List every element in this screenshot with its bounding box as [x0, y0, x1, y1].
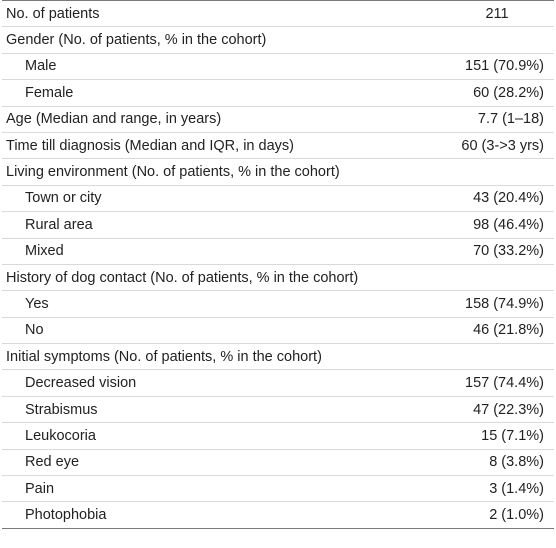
row-label: No [2, 317, 440, 343]
row-label: Living environment (No. of patients, % in the cohort) [2, 159, 440, 185]
row-label: Town or city [2, 185, 440, 211]
table-row [2, 264, 554, 290]
table-row [2, 344, 554, 370]
table-row [2, 80, 554, 106]
row-label: Strabismus [2, 396, 440, 422]
row-value: 47 (22.3%) [440, 396, 554, 422]
table-row [2, 291, 554, 317]
row-value: 157 (74.4%) [440, 370, 554, 396]
table-row [2, 476, 554, 502]
row-value: 60 (28.2%) [440, 80, 554, 106]
row-label: Red eye [2, 449, 440, 475]
row-label: No. of patients [2, 1, 440, 27]
row-label: Mixed [2, 238, 440, 264]
row-value [440, 264, 554, 290]
table-row [2, 449, 554, 475]
table-row [2, 27, 554, 53]
row-value: 2 (1.0%) [440, 502, 554, 528]
table-row [2, 396, 554, 422]
row-value: 3 (1.4%) [440, 476, 554, 502]
row-value: 8 (3.8%) [440, 449, 554, 475]
table-row [2, 53, 554, 79]
table-row [2, 212, 554, 238]
table-body [2, 1, 554, 529]
table-row [2, 132, 554, 158]
row-value: 158 (74.9%) [440, 291, 554, 317]
row-value [440, 159, 554, 185]
table-row [2, 159, 554, 185]
table-row [2, 370, 554, 396]
row-value: 60 (3->3 yrs) [440, 132, 554, 158]
row-label: Photophobia [2, 502, 440, 528]
row-label: Pain [2, 476, 440, 502]
row-label: Yes [2, 291, 440, 317]
row-label: Gender (No. of patients, % in the cohort) [2, 27, 440, 53]
table-row [2, 106, 554, 132]
row-value [440, 344, 554, 370]
table-row [2, 185, 554, 211]
row-value: 211 [440, 1, 554, 27]
row-value: 7.7 (1–18) [440, 106, 554, 132]
row-label: Decreased vision [2, 370, 440, 396]
row-label: Leukocoria [2, 423, 440, 449]
row-value: 70 (33.2%) [440, 238, 554, 264]
row-value: 151 (70.9%) [440, 53, 554, 79]
table-row [2, 1, 554, 27]
row-value: 46 (21.8%) [440, 317, 554, 343]
row-value: 15 (7.1%) [440, 423, 554, 449]
row-label: History of dog contact (No. of patients, % in the cohort) [2, 264, 440, 290]
table-row [2, 423, 554, 449]
row-value [440, 27, 554, 53]
row-label: Age (Median and range, in years) [2, 106, 440, 132]
table-row [2, 238, 554, 264]
row-label: Female [2, 80, 440, 106]
row-value: 43 (20.4%) [440, 185, 554, 211]
table-row [2, 502, 554, 528]
table-row [2, 317, 554, 343]
row-label: Initial symptoms (No. of patients, % in the cohort) [2, 344, 440, 370]
cohort-characteristics-table [2, 0, 554, 529]
row-label: Time till diagnosis (Median and IQR, in days) [2, 132, 440, 158]
row-label: Male [2, 53, 440, 79]
row-label: Rural area [2, 212, 440, 238]
row-value: 98 (46.4%) [440, 212, 554, 238]
